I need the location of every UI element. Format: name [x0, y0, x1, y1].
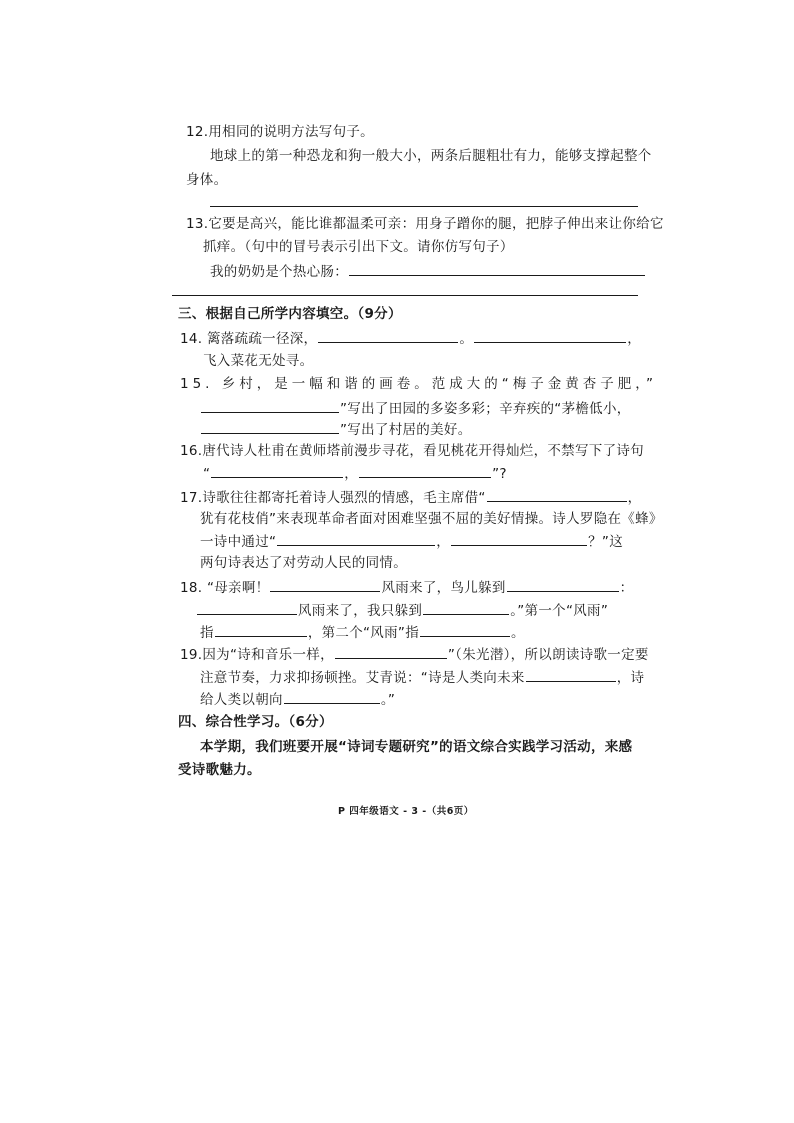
q16-blank1[interactable]: [211, 463, 343, 478]
q13-answer-blank[interactable]: [349, 261, 645, 276]
q17-line1b: ，: [627, 490, 642, 506]
q18-b: 风雨来了，鸟儿躲到: [381, 580, 506, 596]
q14-line2: 飞入菜花无处寻。: [203, 353, 314, 369]
q12-title: 12.用相同的说明方法写句子。: [186, 124, 374, 140]
q15-line2-text: ”写出了田园的多姿多彩；辛弃疾的“茅檐低小，: [340, 401, 631, 417]
q18-g: ，第二个“风雨”指: [307, 625, 419, 641]
q17-line3b: ，: [436, 534, 451, 550]
q18-blank4[interactable]: [423, 600, 509, 615]
q14-mid: 。: [459, 331, 474, 347]
q19-blank1[interactable]: [335, 644, 447, 659]
q18-blank2[interactable]: [507, 577, 619, 592]
q18-h: 。: [511, 625, 525, 641]
q15-line1: 15. 乡村，是一幅和谐的画卷。范成大的“梅子金黄杏子肥，”: [180, 376, 657, 392]
q16-line1: 16.唐代诗人杜甫在黄师塔前漫步寻花，看见桃花开得灿烂，不禁写下了诗句: [180, 443, 644, 459]
q18-e: 。”第一个“风雨”: [510, 603, 609, 619]
q18-blank6[interactable]: [420, 622, 510, 637]
q15-blank2[interactable]: [201, 419, 339, 434]
q18-d: 风雨来了，我只躲到: [298, 603, 423, 619]
q17-line3c: ？”这: [588, 534, 624, 550]
page-footer: P 四年级语文 - 3 -（共6页）: [338, 806, 474, 817]
q13-prompt-text: 我的奶奶是个热心肠：: [210, 264, 348, 280]
q18-a: 18. “母亲啊！: [180, 580, 270, 596]
q14-end: ，: [627, 331, 641, 347]
q19-e: 给人类以朝向: [200, 692, 283, 708]
q18-line3: [200, 622, 525, 643]
q17-line3: [200, 531, 623, 552]
q17-blank2[interactable]: [277, 531, 435, 546]
q19-c: 注意节奏，力求抑扬顿挫。艾青说：“诗是人类向未来: [200, 670, 525, 686]
q17-line4: 两句诗表达了对劳动人民的同情。: [200, 555, 407, 571]
q12-sentence-line1: 地球上的第一种恐龙和狗一般大小，两条后腿粗壮有力，能够支撑起整个: [210, 148, 652, 164]
q12-answer-line[interactable]: [210, 206, 638, 207]
q17-line3a: 一诗中通过“: [200, 534, 277, 550]
q18-line2: [196, 600, 608, 621]
q15-line2: [200, 398, 631, 419]
q16-line2: [203, 463, 507, 484]
q12-sentence-line2: 身体。: [186, 172, 228, 188]
q15-line3-text: ”写出了村居的美好。: [340, 422, 472, 438]
q19-blank3[interactable]: [284, 689, 380, 704]
q16-blank2[interactable]: [359, 463, 491, 478]
q13-line1: 13.它要是高兴，能比谁都温柔可亲：用身子蹭你的腿，把脖子伸出来让你给它: [186, 216, 664, 232]
q16-close: ”?: [492, 466, 507, 482]
q18-line1: [180, 577, 633, 598]
q19-b: ”（朱光潜），所以朗读诗歌一定要: [447, 647, 649, 663]
q16-comma: ，: [344, 466, 359, 482]
q17-line1a: 17.诗歌往往都寄托着诗人强烈的情感，毛主席借“: [180, 490, 486, 506]
q17-line2: 犹有花枝俏”来表现革命者面对困难坚强不屈的美好情操。诗人罗隐在《蜂》: [200, 511, 663, 527]
q19-line3: [200, 689, 395, 710]
q14-blank2[interactable]: [474, 328, 626, 343]
q15-blank1[interactable]: [201, 398, 339, 413]
section4-intro-line1: 本学期，我们班要开展“诗词专题研究”的语文综合实践学习活动，来感: [200, 739, 633, 755]
q13-prompt: [210, 261, 646, 282]
section4-title: 四、综合性学习。（6分）: [178, 714, 333, 730]
q13-answer-line2[interactable]: [172, 295, 638, 296]
q17-line1: [180, 487, 641, 508]
q14-start: 14. 篱落疏疏一径深，: [180, 331, 318, 347]
q19-blank2[interactable]: [526, 667, 616, 682]
q18-f: 指: [200, 625, 214, 641]
q14-line1: [180, 328, 641, 349]
q18-blank3[interactable]: [197, 600, 297, 615]
q18-blank1[interactable]: [270, 577, 380, 592]
section3-title: 三、根据自己所学内容填空。（9分）: [178, 306, 402, 322]
q19-line2: [200, 667, 644, 688]
q17-blank3[interactable]: [451, 531, 587, 546]
q19-line1: [180, 644, 649, 665]
q19-a: 19.因为“诗和音乐一样，: [180, 647, 334, 663]
q19-f: 。”: [380, 692, 396, 708]
q13-line2: 抓痒。（句中的冒号表示引出下文。请你仿写句子）: [203, 239, 514, 255]
q18-c: ：: [619, 580, 634, 596]
q19-d: ，诗: [616, 670, 645, 686]
q17-blank1[interactable]: [487, 487, 627, 502]
q14-blank1[interactable]: [318, 328, 458, 343]
q18-blank5[interactable]: [215, 622, 307, 637]
q16-open-quote: “: [203, 466, 211, 482]
section4-intro-line2: 受诗歌魅力。: [178, 762, 261, 778]
q15-line3: [200, 419, 472, 440]
